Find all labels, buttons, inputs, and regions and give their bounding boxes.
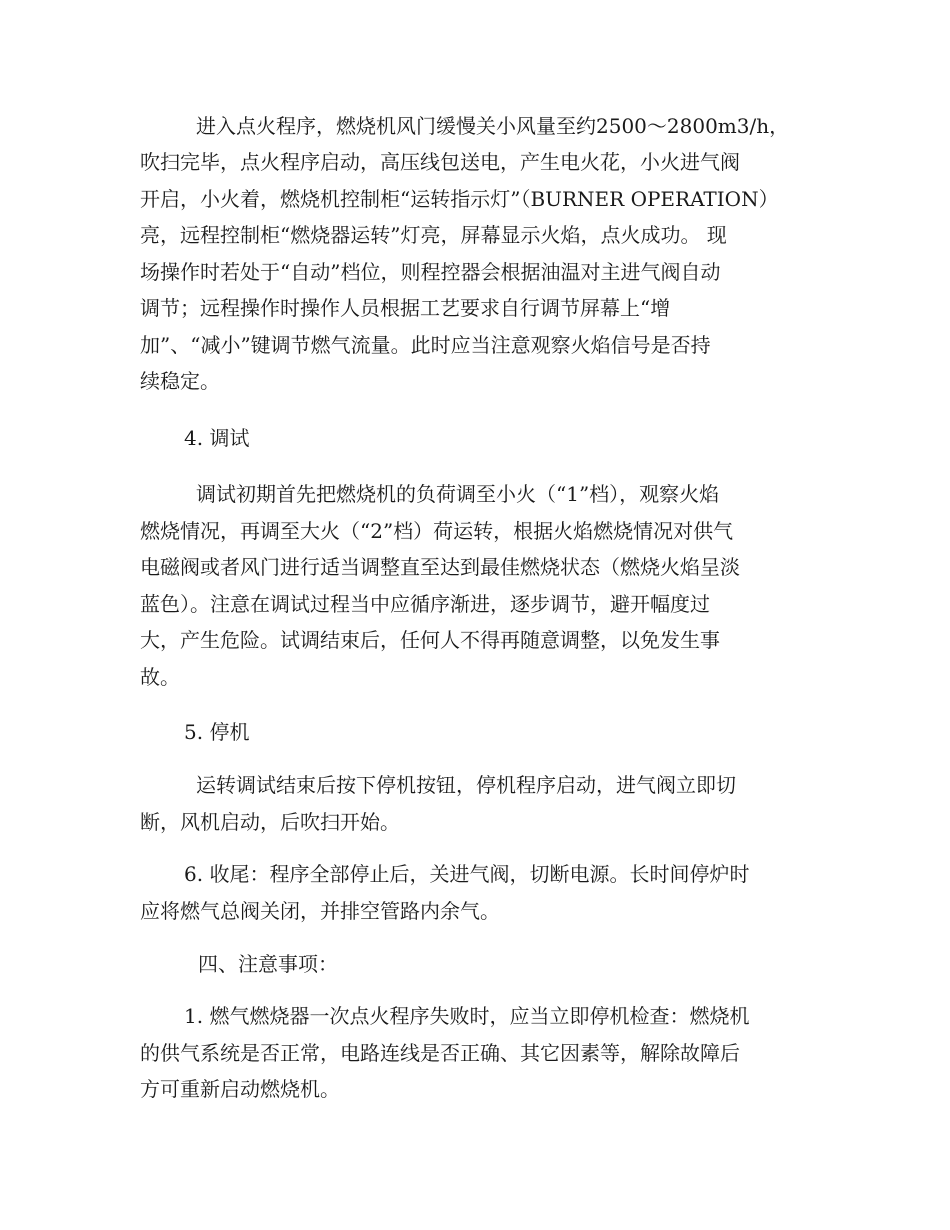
paragraph-line: 电磁阀或者风门进行适当调整直至达到最佳燃烧状态（燃烧火焰呈淡 [140, 555, 740, 579]
paragraph-line: 应将燃气总阀关闭，并排空管路内余气。 [140, 899, 500, 923]
paragraph-line: 调节；远程操作时操作人员根据工艺要求自行调节屏幕上“增 [140, 296, 671, 320]
paragraph-line: 6. 收尾：程序全部停止后，关进气阀，切断电源。长时间停炉时 [184, 862, 750, 886]
paragraph-line: 燃烧情况，再调至大火（“2”档）荷运转，根据火焰燃烧情况对供气 [140, 519, 734, 543]
paragraph-line: 运转调试结束后按下停机按钮，停机程序启动，进气阀立即切 [196, 773, 736, 797]
paragraph-line: 断，风机启动，后吹扫开始。 [140, 810, 400, 834]
paragraph-line: 方可重新启动燃烧机。 [140, 1077, 340, 1101]
section-heading: 四、注意事项： [198, 952, 338, 976]
paragraph-line: 的供气系统是否正常，电路连线是否正确、其它因素等，解除故障后 [140, 1041, 740, 1065]
paragraph-line: 开启，小火着，燃烧机控制柜“运转指示灯”（BURNER OPERATION） [140, 187, 779, 211]
section-heading: 5. 停机 [184, 720, 250, 744]
paragraph-line: 进入点火程序，燃烧机风门缓慢关小风量至约2500～2800m3/h， [196, 114, 790, 138]
section-heading: 4. 调试 [184, 426, 250, 450]
paragraph-line: 加”、“减小”键调节燃气流量。此时应当注意观察火焰信号是否持 [140, 333, 711, 357]
paragraph-line: 吹扫完毕，点火程序启动，高压线包送电，产生电火花，小火进气阀 [140, 150, 740, 174]
paragraph-line: 1. 燃气燃烧器一次点火程序失败时，应当立即停机检查：燃烧机 [184, 1004, 750, 1028]
paragraph-line: 亮，远程控制柜“燃烧器运转”灯亮，屏幕显示火焰，点火成功。 现 [140, 223, 727, 247]
paragraph-line: 调试初期首先把燃烧机的负荷调至小火（“1”档），观察火焰 [196, 482, 720, 506]
paragraph-line: 续稳定。 [140, 369, 220, 393]
paragraph-line: 场操作时若处于“自动”档位，则程控器会根据油温对主进气阀自动 [140, 260, 721, 284]
paragraph-line: 大，产生危险。试调结束后，任何人不得再随意调整，以免发生事 [140, 628, 720, 652]
paragraph-line: 蓝色）。注意在调试过程当中应循序渐进，逐步调节，避开幅度过 [140, 592, 710, 616]
paragraph-line: 故。 [140, 665, 180, 689]
